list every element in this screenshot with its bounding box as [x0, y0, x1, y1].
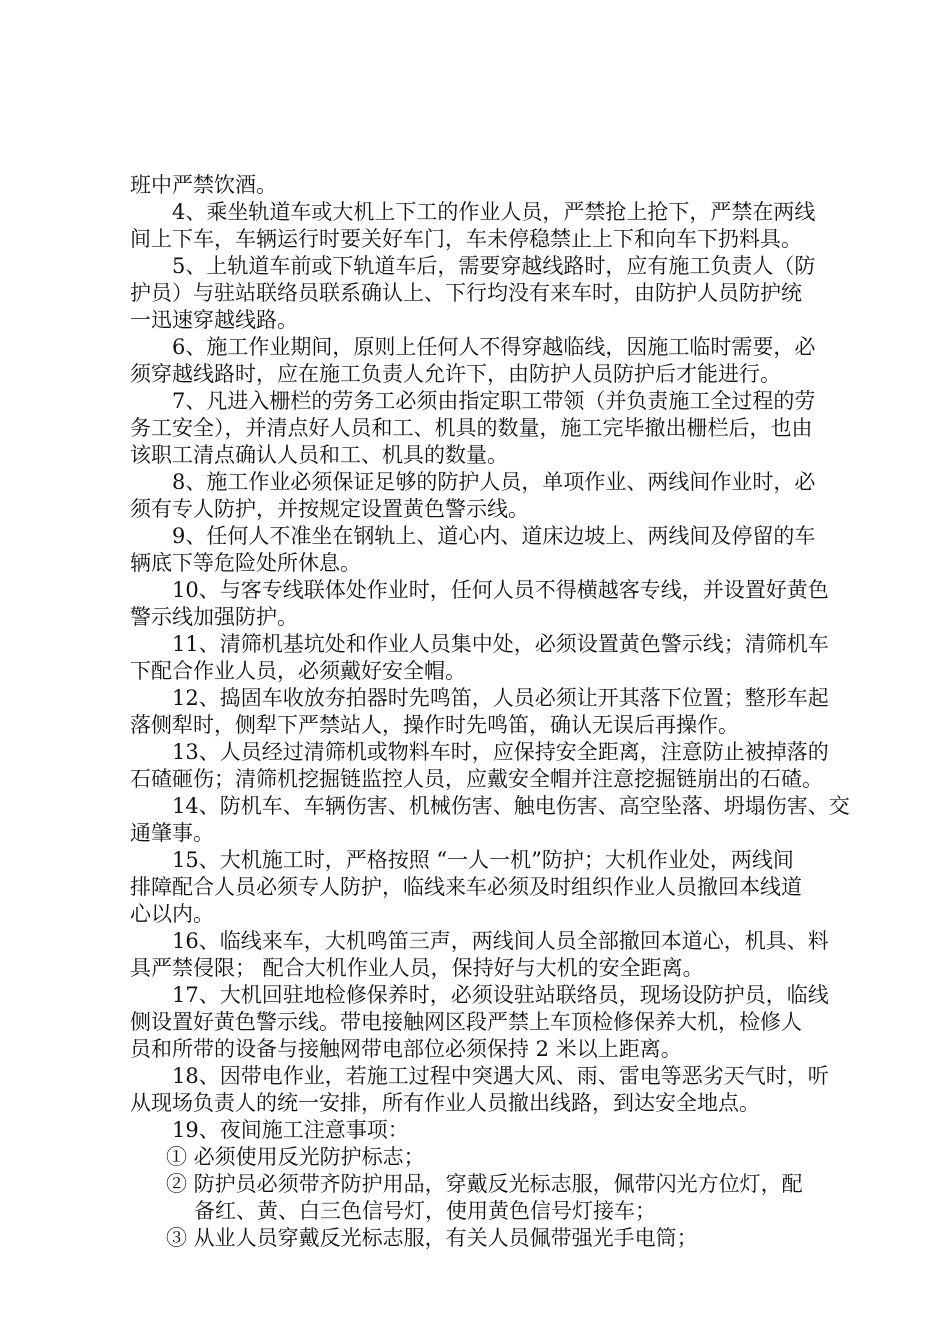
paragraph	[130, 523, 836, 577]
paragraph	[130, 631, 836, 685]
paragraph	[130, 199, 836, 253]
paragraph-line: 下配合作业人员，必须戴好安全帽。	[130, 659, 466, 683]
paragraph-line: 9、任何人不准坐在钢轨上、道心内、道床边坡上、两线间及停留的车	[172, 524, 816, 548]
paragraph-list	[130, 172, 850, 1144]
list-item	[130, 1144, 836, 1171]
paragraph-line: 通肇事。	[130, 821, 214, 845]
paragraph-line: 石碴砸伤；清筛机挖掘链监控人员，应戴安全帽并注意挖掘链崩出的石碴。	[130, 767, 823, 791]
paragraph-line: 7、凡进入栅栏的劳务工必须由指定职工带领（并负责施工全过程的劳	[172, 389, 816, 413]
paragraph-line: 19、夜间施工注意事项：	[172, 1118, 409, 1142]
paragraph	[130, 577, 836, 631]
paragraph	[130, 388, 836, 469]
list-item-line: ① 必须使用反光防护标志；	[166, 1145, 425, 1169]
paragraph-line: 15、大机施工时，严格按照 “一人一机”防护；大机作业处，两线间	[172, 848, 794, 872]
paragraph-line: 警示线加强防护。	[130, 605, 298, 629]
document-body	[130, 172, 850, 1252]
paragraph-line: 4、乘坐轨道车或大机上下工的作业人员，严禁抢上抢下，严禁在两线	[172, 200, 816, 224]
paragraph-line: 11、清筛机基坑处和作业人员集中处，必须设置黄色警示线；清筛机车	[172, 632, 829, 656]
paragraph-line: 17、大机回驻地检修保养时，必须设驻站联络员，现场设防护员，临线	[172, 983, 829, 1007]
list-item-line: ③ 从业人员穿戴反光标志服，有关人员佩带强光手电筒；	[166, 1226, 698, 1250]
paragraph	[130, 172, 836, 199]
paragraph	[130, 847, 836, 928]
paragraph-line: 16、临线来车，大机鸣笛三声，两线间人员全部撤回本道心，机具、料	[172, 929, 829, 953]
paragraph-line: 10、与客专线联体处作业时，任何人员不得横越客专线，并设置好黄色	[172, 578, 829, 602]
list-item	[130, 1171, 836, 1225]
paragraph	[130, 253, 836, 334]
paragraph-line: 落侧犁时，侧犁下严禁站人，操作时先鸣笛，确认无误后再操作。	[130, 713, 739, 737]
paragraph-line: 班中严禁饮酒。	[130, 173, 277, 197]
paragraph	[130, 793, 850, 847]
paragraph-line: 心以内。	[130, 902, 214, 926]
paragraph-line: 侧设置好黄色警示线。带电接触网区段严禁上车顶检修保养大机，检修人	[130, 1010, 802, 1034]
list-item-line: 备红、黄、白三色信号灯，使用黄色信号灯接车；	[194, 1199, 656, 1223]
paragraph	[130, 1117, 836, 1144]
paragraph-line: 间上下车，车辆运行时要关好车门，车未停稳禁止上下和向车下扔料具。	[130, 227, 802, 251]
paragraph-line: 排障配合人员必须专人防护，临线来车必须及时组织作业人员撤回本线道	[130, 875, 802, 899]
paragraph-line: 该职工清点确认人员和工、机具的数量。	[130, 443, 508, 467]
paragraph-line: 辆底下等危险处所休息。	[130, 551, 361, 575]
subitem-list	[130, 1144, 836, 1252]
list-item-line: ② 防护员必须带齐防护用品，穿戴反光标志服，佩带闪光方位灯，配	[166, 1172, 803, 1196]
paragraph-line: 14、防机车、车辆伤害、机械伤害、触电伤害、高空坠落、坍塌伤害、交	[172, 794, 850, 818]
paragraph-line: 18、因带电作业，若施工过程中突遇大风、雨、雷电等恶劣天气时，听	[172, 1064, 829, 1088]
paragraph	[130, 469, 836, 523]
paragraph-line: 13、人员经过清筛机或物料车时，应保持安全距离，注意防止被掉落的	[172, 740, 829, 764]
paragraph-line: 须有专人防护，并按规定设置黄色警示线。	[130, 497, 529, 521]
paragraph-line: 12、捣固车收放夯拍器时先鸣笛，人员必须让开其落下位置；整形车起	[172, 686, 829, 710]
paragraph-line: 具严禁侵限； 配合大机作业人员，保持好与大机的安全距离。	[130, 956, 704, 980]
paragraph-line: 8、施工作业必须保证足够的防护人员，单项作业、两线间作业时，必	[172, 470, 816, 494]
paragraph-line: 务工安全），并清点好人员和工、机具的数量，施工完毕撤出栅栏后，也由	[130, 416, 813, 440]
paragraph	[130, 739, 836, 793]
paragraph	[130, 1063, 836, 1117]
paragraph-line: 员和所带的设备与接触网带电部位必须保持 2 米以上距离。	[130, 1037, 682, 1061]
list-item	[130, 1225, 836, 1252]
paragraph-line: 一迅速穿越线路。	[130, 308, 298, 332]
paragraph	[130, 928, 836, 982]
paragraph-line: 护员）与驻站联络员联系确认上、下行均没有来车时，由防护人员防护统	[130, 281, 802, 305]
paragraph	[130, 334, 836, 388]
paragraph-line: 须穿越线路时，应在施工负责人允许下，由防护人员防护后才能进行。	[130, 362, 781, 386]
paragraph-line: 从现场负责人的统一安排，所有作业人员撤出线路，到达安全地点。	[130, 1091, 760, 1115]
paragraph-line: 6、施工作业期间，原则上任何人不得穿越临线，因施工临时需要，必	[172, 335, 816, 359]
paragraph	[130, 685, 836, 739]
paragraph	[130, 982, 836, 1063]
paragraph-line: 5、上轨道车前或下轨道车后，需要穿越线路时，应有施工负责人（防	[172, 254, 816, 278]
